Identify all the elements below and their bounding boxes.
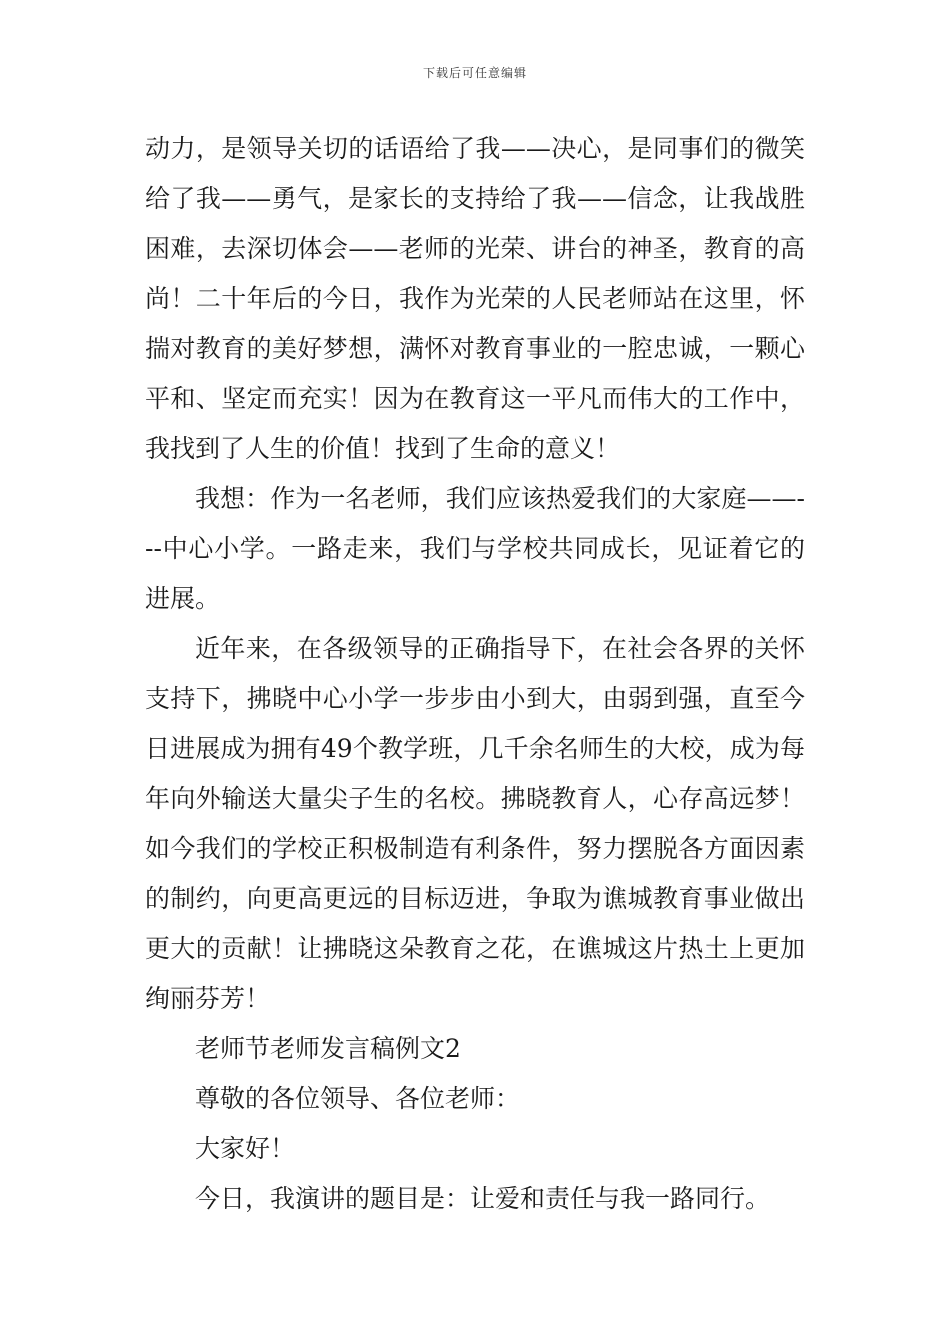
paragraph-school-progress: 近年来，在各级领导的正确指导下，在社会各界的关怀支持下，拂晓中心小学一步步由小到大，由弱到强，直至今日进展成为拥有49个教学班，几千余名师生的大校，成为每年向外输送大量尖子生的名校。拂晓教育人，心存高远梦！如今我们的学校正积极制造有利条件，努力摆脱各方面因素的制约，向更高更远的目标迈进，争取为谯城教育事业做出更大的贡献！让拂晓这朵教育之花，在谯城这片热土上更加绚丽芬芳！ <box>145 634 805 1013</box>
page-header-note: 下载后可任意编辑 <box>422 66 527 80</box>
paragraph-school-family: 我想：作为一名老师，我们应该热爱我们的大家庭——---中心小学。一路走来，我们与学校共同成长，见证着它的进展。 <box>145 484 805 613</box>
section-title: 老师节老师发言稿例文2 <box>195 1034 461 1063</box>
document-body <box>145 124 805 1224</box>
paragraph-continuation: 动力，是领导关切的话语给了我——决心，是同事们的微笑给了我——勇气，是家长的支持给了我——信念，让我战胜困难，去深切体会——老师的光荣、讲台的神圣，教育的高尚！二十年后的今日，我作为光荣的人民老师站在这里，怀揣对教育的美好梦想，满怀对教育事业的一腔忠诚，一颗心平和、坚定而充实！因为在教育这一平凡而伟大的工作中，我找到了人生的价值！找到了生命的意义！ <box>145 134 805 463</box>
speech-topic: 今日，我演讲的题目是：让爱和责任与我一路同行。 <box>195 1184 771 1213</box>
greeting: 大家好！ <box>195 1134 296 1163</box>
salutation: 尊敬的各位领导、各位老师： <box>195 1084 521 1113</box>
